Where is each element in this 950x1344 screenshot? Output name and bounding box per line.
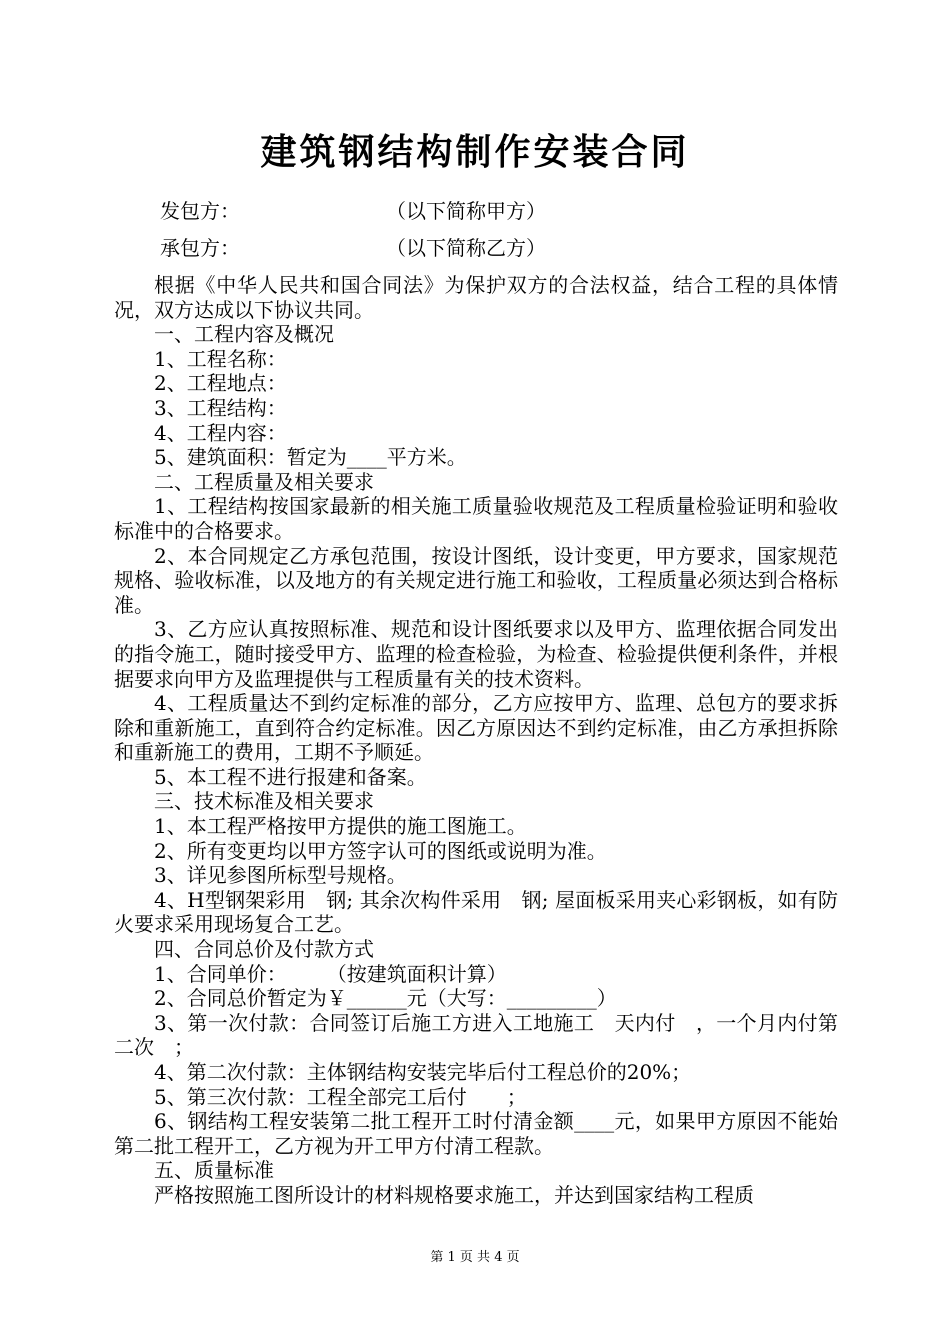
paragraph: 2、本合同规定乙方承包范围，按设计图纸，设计变更，甲方要求，国家规范规格、验收标准，以及地方的有关规定进行施工和验收，工程质量必须达到合格标准。 bbox=[114, 543, 838, 617]
page-footer: 第 1 页 共 4 页 bbox=[430, 1250, 520, 1265]
paragraph: 4、工程质量达不到约定标准的部分，乙方应按甲方、监理、总包方的要求拆除和重新施工，直到符合约定标准。因乙方原因达不到约定标准，由乙方承担拆除和重新施工的费用，工期不予顺延。 bbox=[114, 691, 838, 765]
party-contractor bbox=[160, 235, 546, 261]
section-heading: 一、工程内容及概况 bbox=[154, 322, 334, 347]
paragraph: 根据《中华人民共和国合同法》为保护双方的合法权益，结合工程的具体情况，双方达成以下协议共同。 bbox=[114, 273, 838, 322]
paragraph: 4、工程内容： bbox=[154, 420, 287, 445]
paragraph: 6、钢结构工程安装第二批工程开工时付清金额____元，如果甲方原因不能始第二批工程开工，乙方视为开工甲方付清工程款。 bbox=[114, 1109, 838, 1158]
paragraph: 2、所有变更均以甲方签字认可的图纸或说明为准。 bbox=[154, 838, 607, 863]
document-title: 建筑钢结构制作安装合同 bbox=[260, 131, 690, 173]
section-heading: 二、工程质量及相关要求 bbox=[154, 469, 374, 494]
paragraph: 1、合同单价： （按建筑面积计算） bbox=[154, 961, 507, 986]
paragraph: 3、第一次付款：合同签订后施工方进入工地施工 天内付 ，一个月内付第二次 ； bbox=[114, 1010, 838, 1060]
section-heading: 五、质量标准 bbox=[154, 1158, 274, 1183]
paragraph: 2、工程地点： bbox=[154, 371, 287, 396]
paragraph: 3、乙方应认真按照标准、规范和设计图纸要求以及甲方、监理依据合同发出的指令施工，随时接受甲方、监理的检查检验，为检查、检验提供便利条件，并根据要求向甲方及监理提供与工程质量有关的技术资料。 bbox=[114, 617, 838, 691]
section-heading: 三、技术标准及相关要求 bbox=[154, 789, 374, 814]
party-employer-label: 发包方： bbox=[160, 199, 240, 223]
paragraph: 3、详见参图所标型号规格。 bbox=[154, 863, 407, 888]
paragraph: 3、工程结构： bbox=[154, 395, 287, 420]
contract-body bbox=[114, 273, 838, 1208]
party-employer bbox=[160, 198, 546, 224]
party-contractor-label: 承包方： bbox=[160, 236, 240, 260]
paragraph: 4、第二次付款：主体钢结构安装完毕后付工程总价的20%； bbox=[154, 1060, 692, 1084]
paragraph: 5、第三次付款：工程全部完工后付 ； bbox=[154, 1084, 527, 1109]
paragraph: 4、H型钢架彩用 钢; 其余次构件采用 钢; 屋面板采用夹心彩钢板，如有防火要求采用现场复合工艺。 bbox=[114, 887, 838, 937]
paragraph: 5、建筑面积：暂定为____平方米。 bbox=[154, 445, 467, 470]
paragraph: 2、合同总价暂定为￥______元（大写：_________） bbox=[154, 986, 617, 1011]
paragraph: 1、本工程严格按甲方提供的施工图施工。 bbox=[154, 814, 527, 839]
party-contractor-note: （以下简称乙方） bbox=[386, 236, 546, 260]
paragraph: 1、工程结构按国家最新的相关施工质量验收规范及工程质量检验证明和验收标准中的合格要求。 bbox=[114, 494, 838, 543]
paragraph: 严格按照施工图所设计的材料规格要求施工，并达到国家结构工程质 bbox=[154, 1182, 754, 1207]
party-employer-note: （以下简称甲方） bbox=[386, 199, 546, 223]
paragraph: 1、工程名称： bbox=[154, 346, 287, 371]
paragraph: 5、本工程不进行报建和备案。 bbox=[154, 764, 427, 789]
section-heading: 四、合同总价及付款方式 bbox=[154, 937, 374, 962]
